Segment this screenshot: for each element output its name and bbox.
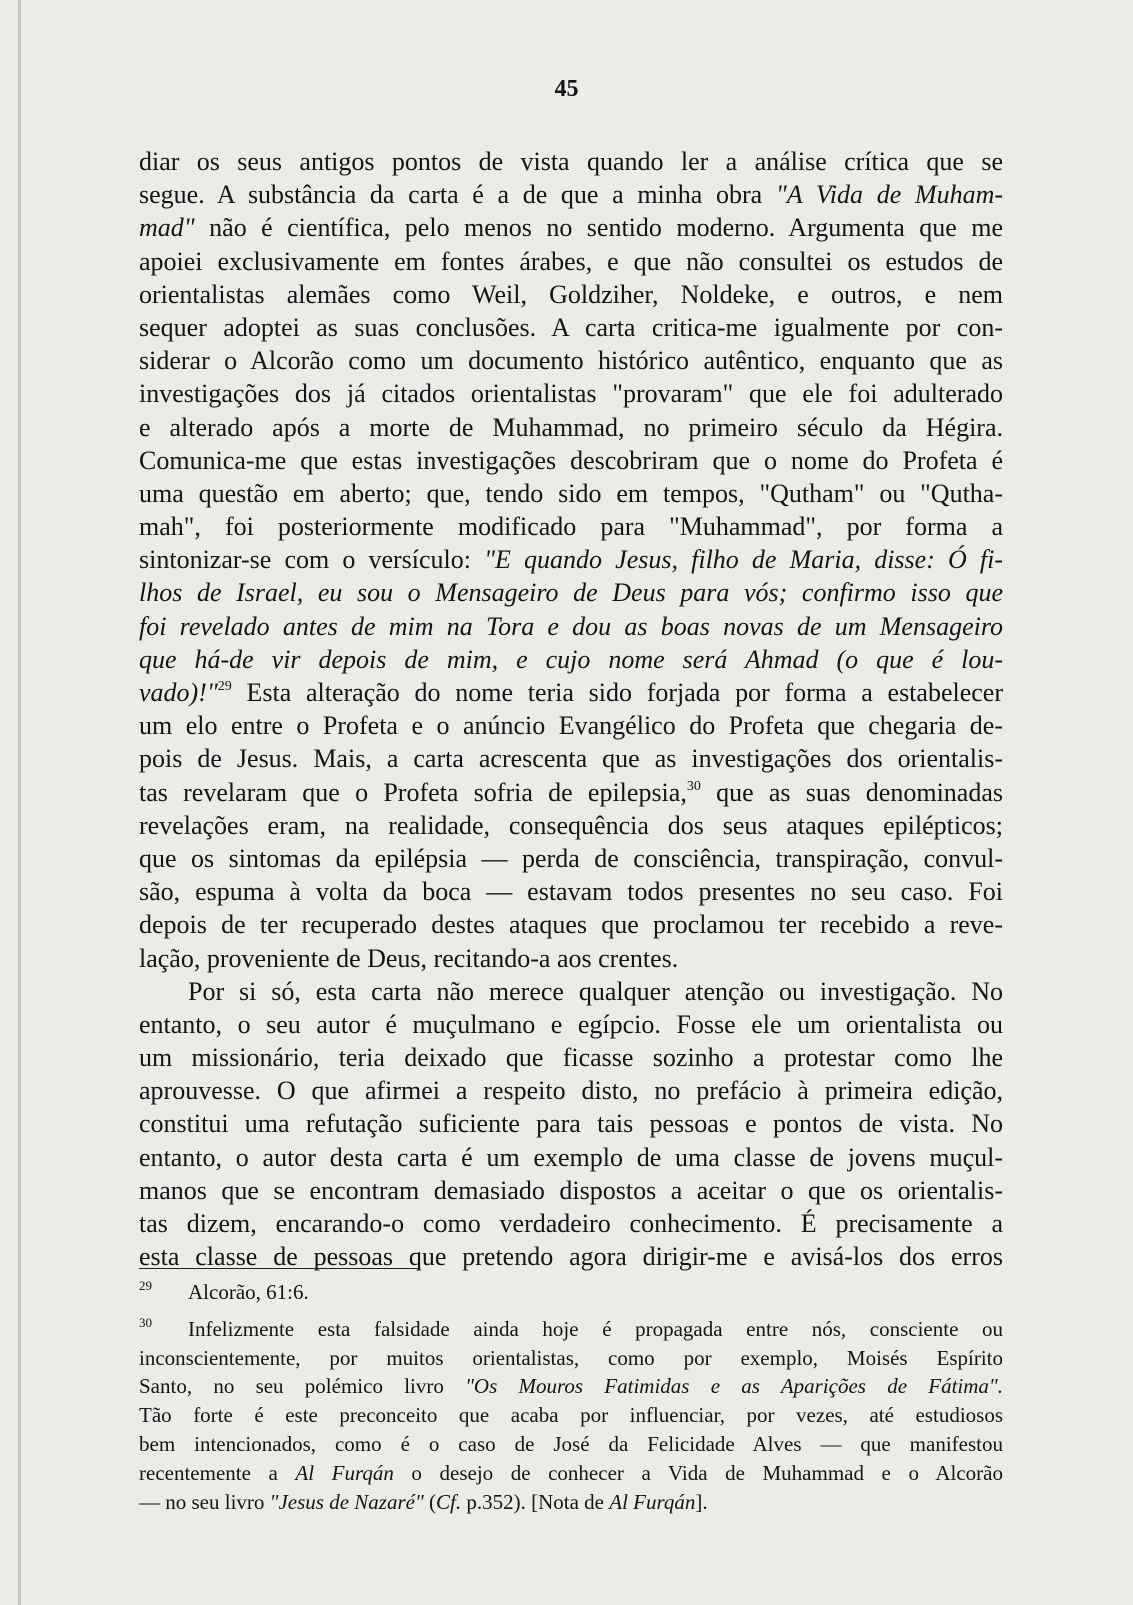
text-span: Santo, no seu polémico livro: [139, 1374, 466, 1399]
text-span: entanto, o seu autor é muçulmano e egípcio. Fosse ele um orientalista ou: [139, 1009, 1003, 1039]
text-line: [139, 1074, 1003, 1107]
text-line: [139, 1107, 1003, 1140]
text-line: [139, 211, 1003, 244]
footnote-separator: [139, 1268, 419, 1269]
text-span: ].: [695, 1489, 708, 1514]
text-span: manos que se encontram demasiado dispostos a aceitar o que os orientalis-: [139, 1175, 1003, 1205]
text-line: [139, 477, 1003, 510]
italic-span: foi revelado antes de mim na Tora e dou as boas novas de um Mensageiro: [139, 611, 1003, 641]
text-span: segue. A substância da carta é a de que a minha obra: [139, 180, 776, 210]
text-span: investigações dos já citados orientalistas "provaram" que ele foi adulterado: [139, 379, 1003, 409]
italic-span: "Jesus de Nazaré": [269, 1489, 424, 1514]
footnote-line: [139, 1488, 1003, 1517]
text-line: [139, 709, 1003, 742]
text-span: sequer adoptei as suas conclusões. A carta critica-me igualmente por con-: [139, 312, 1003, 342]
text-span: Alcorão, 61:6.: [188, 1280, 309, 1304]
italic-span: Al Furqán: [609, 1489, 696, 1514]
text-line: [139, 809, 1003, 842]
text-line: [139, 1207, 1003, 1240]
footnote-line: 30 Infelizmente esta falsidade ainda hoje é propagada entre nós, consciente ou: [139, 1314, 1003, 1341]
text-span: recentemente a: [139, 1460, 296, 1485]
text-line: [139, 1008, 1003, 1041]
text-line: [139, 875, 1003, 908]
text-span: Por si só, esta carta não merece qualquer atenção ou investigação. No: [188, 976, 1003, 1006]
footnote-ref: 29: [217, 679, 232, 694]
text-span: que as suas denominadas: [700, 777, 1003, 807]
footnote-30: [139, 1315, 1003, 1517]
footnote-line: [139, 1401, 1003, 1430]
text-span: (: [423, 1489, 437, 1514]
text-span: — no seu livro: [139, 1489, 270, 1514]
italic-span: que há-de vir depois de mim, e cujo nome será Ahmad (o que é lou-: [139, 644, 1003, 674]
italic-span: "A Vida de Muham-: [775, 180, 1004, 210]
text-span: tas dizem, encarando-o como verdadeiro conhecimento. É precisamente a: [139, 1209, 1003, 1238]
text-span: não é científica, pelo menos no sentido moderno. Argumenta que me: [194, 213, 1003, 243]
text-line: [139, 942, 1003, 975]
italic-span: mad": [139, 213, 195, 243]
text-span: Infelizmente esta falsidade ainda hoje é propagada entre nós, consciente ou: [188, 1316, 1003, 1341]
text-span: entanto, o autor desta carta é um exemplo de uma classe de jovens muçul-: [139, 1142, 1003, 1172]
text-span: são, espuma à volta da boca — estavam todos presentes no seu caso. Foi: [139, 877, 1003, 907]
text-span: mah", foi posteriormente modificado para "Muhammad", por forma a: [139, 512, 1003, 542]
page-number: 45: [554, 76, 579, 102]
text-line: [139, 245, 1003, 278]
text-line: [139, 842, 1003, 875]
text-span: pois de Jesus. Mais, a carta acrescenta que as investigações dos orientalis-: [139, 744, 1003, 774]
text-line: [139, 178, 1003, 211]
text-span: que os sintomas da epilépsia — perda de consciência, transpiração, convul-: [139, 843, 1003, 873]
text-span: p.352). [Nota de: [461, 1489, 610, 1514]
text-line: [139, 610, 1003, 643]
text-line: [139, 543, 1003, 576]
text-line: [139, 1141, 1003, 1174]
footnote-line: [139, 1430, 1003, 1459]
text-span: depois de ter recuperado destes ataques que proclamou ter recebido a reve-: [139, 910, 1003, 940]
footnote-line: 29 Alcorão, 61:6.: [139, 1278, 309, 1304]
text-span: Esta alteração do nome teria sido forjada por forma a estabelecer: [231, 678, 1003, 707]
text-line: [139, 975, 1003, 1008]
text-span: Comunica-me que estas investigações descobriram que o nome do Profeta é: [139, 445, 1003, 475]
text-line: [139, 576, 1003, 609]
text-span: aprouvesse. O que afirmei a respeito disto, no prefácio à primeira edição,: [139, 1076, 1003, 1106]
text-line: [139, 278, 1003, 311]
italic-span: "Os Mouros Fatimidas e as Aparições de Fátima".: [465, 1374, 1004, 1399]
text-line: [139, 444, 1003, 477]
main-text: [139, 145, 1003, 1273]
footnote-ref: 30: [686, 778, 701, 794]
text-line: [139, 908, 1003, 941]
text-span: bem intencionados, como é o caso de José da Felicidade Alves — que manifestou: [139, 1431, 1003, 1456]
text-span: lação, proveniente de Deus, recitando-a aos crentes.: [139, 943, 679, 973]
footnote-line: [139, 1344, 1003, 1373]
text-span: revelações eram, na realidade, consequência dos seus ataques epilépticos;: [139, 810, 1003, 840]
text-line: [139, 510, 1003, 543]
text-span: o desejo de conhecer a Vida de Muhammad e o Alcorão: [393, 1460, 1003, 1485]
text-span: constitui uma refutação suficiente para tais pessoas e pontos de vista. No: [139, 1109, 1003, 1139]
text-line: [139, 145, 1003, 178]
text-span: inconscientemente, por muitos orientalistas, como por exemplo, Moisés Espírito: [139, 1345, 1003, 1370]
text-line: [139, 311, 1003, 344]
text-span: sintonizar-se com o versículo:: [139, 545, 485, 575]
text-span: Tão forte é este preconceito que acaba por influenciar, por vezes, até estudiosos: [139, 1403, 1003, 1428]
italic-span: lhos de Israel, eu sou o Mensageiro de Deus para vós; confirmo isso que: [139, 578, 1003, 608]
text-span: um missionário, teria deixado que ficasse sozinho a protestar como lhe: [139, 1043, 1003, 1073]
italic-span: "E quando Jesus, filho de Maria, disse: Ó fi-: [484, 545, 1003, 575]
text-line: [139, 1041, 1003, 1074]
italic-span: Al Furqán: [295, 1460, 394, 1485]
footnote-line: [139, 1372, 1003, 1401]
footnote-29: [139, 1278, 1003, 1307]
footnote-line: [139, 1459, 1003, 1488]
italic-span: vado)!": [139, 678, 218, 707]
text-line: [139, 776, 1003, 809]
text-line: [139, 643, 1003, 676]
text-span: e alterado após a morte de Muhammad, no primeiro século da Hégira.: [139, 412, 1003, 442]
page-gutter-edge: [18, 0, 21, 1605]
text-line: [139, 411, 1003, 444]
italic-span: Cf.: [436, 1489, 462, 1514]
text-span: siderar o Alcorão como um documento histórico autêntico, enquanto que as: [139, 346, 1003, 376]
text-line: [139, 377, 1003, 410]
text-span: apoiei exclusivamente em fontes árabes, e que não consultei os estudos de: [139, 246, 1003, 276]
footnotes: [139, 1278, 1003, 1516]
text-line: [139, 344, 1003, 377]
text-span: tas revelaram que o Profeta sofria de epilepsia,: [139, 777, 687, 807]
text-line: [139, 676, 1003, 709]
text-span: uma questão em aberto; que, tendo sido em tempos, "Qutham" ou "Qutha-: [139, 478, 1003, 508]
text-line: [139, 1174, 1003, 1207]
text-span: um elo entre o Profeta e o anúncio Evangélico do Profeta que chegaria de-: [139, 711, 1003, 741]
text-line: [139, 742, 1003, 775]
text-span: diar os seus antigos pontos de vista quando ler a análise crítica que se: [139, 147, 1003, 176]
text-span: esta classe de pessoas que pretendo agora dirigir-me e avisá-los dos erros: [139, 1242, 1003, 1272]
text-span: orientalistas alemães como Weil, Goldziher, Noldeke, e outros, e nem: [139, 279, 1003, 309]
